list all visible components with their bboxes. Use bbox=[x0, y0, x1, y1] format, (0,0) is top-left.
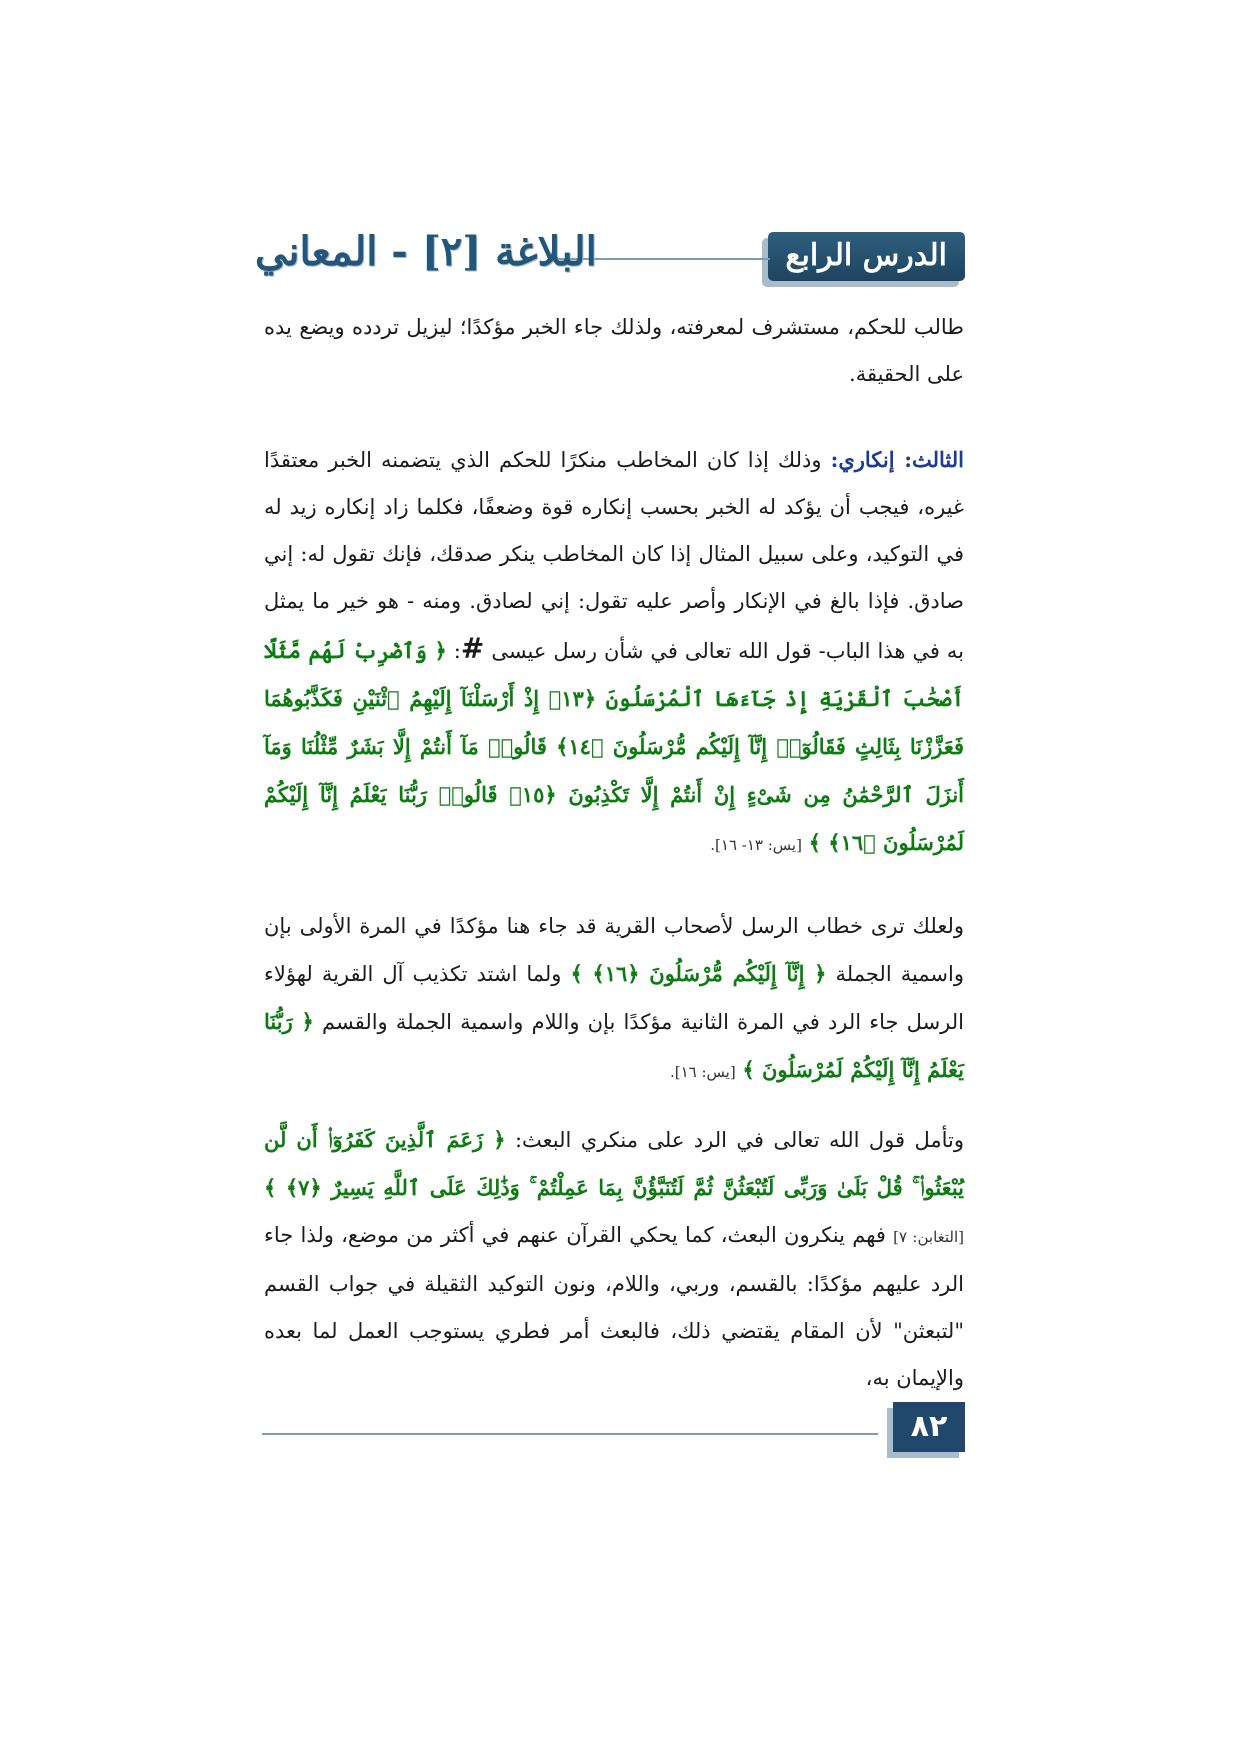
quran-verse: ﴿ زَعَمَ ٱلَّذِينَ كَفَرُوٓا۟ أَن لَّن يُبْعَثُوا۟ ۚ قُلْ بَلَىٰ وَرَبِّى لَتُبْعَثُنَّ ثُمَّ لَتُنَبَّؤُنَّ بِمَا عَمِلْتُمْ ۚ وَذَٰلِكَ عَلَى ٱللَّهِ يَسِيرٌ ﴿٧﴾ ﴾ bbox=[264, 1127, 964, 1200]
section-term: الثالث: إنكاري: bbox=[830, 447, 965, 472]
paragraph-2 bbox=[264, 436, 964, 869]
paragraph-4 bbox=[264, 1116, 964, 1402]
paragraph-spacer bbox=[264, 1096, 964, 1116]
paragraph-2-text: وذلك إذا كان المخاطب منكرًا للحكم الذي يتضمنه الخبر معتقدًا غيره، فيجب أن يؤكد له الخبر بحسب إنكاره قوة وضعفًا، فكلما زاد إنكاره زيد له في التوكيد، وعلى سبيل المثال إذا كان المخاطب ينكر صدقك، فإنك تقول له: إني صادق. فإذا بالغ في الإنكار وأصر عليه تقول: إني لصادق. ومنه - هو خير ما يمثل به في هذا الباب- قول الله تعالى في شأن رسل عيسى bbox=[264, 448, 965, 663]
book-title: البلاغة [٢] - المعاني bbox=[255, 228, 597, 275]
paragraph-3-text-b: ولما اشتد تكذيب آل القرية لهؤلاء الرسل جاء الرد في المرة الثانية مؤكدًا بإن واللام واسمية الجملة والقسم bbox=[264, 962, 964, 1034]
page-header bbox=[255, 228, 965, 290]
paragraph-4-text-b: فهم ينكرون البعث، كما يحكي القرآن عنهم في أكثر من موضع، ولذا جاء الرد عليهم مؤكدًا: بالقسم، وربي، واللام، ونون التوكيد الثقيلة في جواب القسم "لتبعثن" لأن المقام يقتضي ذلك، فالبعث أمر فطري يستوجب العمل لما بعده والإيمان به، bbox=[264, 1223, 964, 1390]
page-number: ٨٢ bbox=[893, 1402, 965, 1452]
paragraph-spacer bbox=[264, 869, 964, 903]
verse-reference: [يس: ١٦]. bbox=[669, 1063, 736, 1081]
page-body bbox=[264, 304, 964, 1402]
quran-verse: ﴿ وَٱضْرِبْ لَهُم مَّثَلًا أَصْحَٰبَ ٱلْقَرْيَةِ إِذْ جَآءَهَا ٱلْمُرْسَلُونَ ﴿١٣﴾ إِذْ أَرْسَلْنَآ إِلَيْهِمُ ٱثْنَيْنِ فَكَذَّبُوهُمَا فَعَزَّزْنَا بِثَالِثٍ فَقَالُوٓا۟ إِنَّآ إِلَيْكُم مُّرْسَلُونَ ﴿١٤﴾ قَالُوا۟ مَآ أَنتُمْ إِلَّا بَشَرٌ مِّثْلُنَا وَمَآ أَنزَلَ ٱلرَّحْمَٰنُ مِن شَىْءٍ إِنْ أَنتُمْ إِلَّا تَكْذِبُونَ ﴿١٥﴾ قَالُوا۟ رَبُّنَا يَعْلَمُ إِنَّآ إِلَيْكُمْ لَمُرْسَلُونَ ﴿١٦﴾ ﴾ bbox=[264, 638, 965, 855]
footer-divider bbox=[262, 1433, 878, 1435]
verse-reference: [التغابن: ٧] bbox=[893, 1228, 964, 1246]
honorific-symbol: # bbox=[460, 632, 485, 665]
paragraph-3-text-a: ولعلك ترى خطاب الرسل لأصحاب القرية قد جاء هنا مؤكدًا في المرة الأولى بإن واسمية الجملة bbox=[264, 914, 964, 986]
paragraph-3 bbox=[264, 903, 964, 1096]
paragraph-1: طالب للحكم، مستشرف لمعرفته، ولذلك جاء الخبر مؤكدًا؛ ليزيل تردده ويضع يده على الحقيقة. bbox=[264, 315, 964, 386]
paragraph-4-text-a: وتأمل قول الله تعالى في الرد على منكري البعث: bbox=[514, 1128, 964, 1152]
verse-reference: [يس: ١٣- ١٦]. bbox=[710, 836, 802, 854]
lesson-label: الدرس الرابع bbox=[768, 232, 965, 281]
paragraph-spacer bbox=[264, 398, 964, 436]
quran-verse: ﴿ إِنَّآ إِلَيْكُم مُّرْسَلُونَ ﴿١٦﴾ ﴾ bbox=[570, 961, 827, 986]
colon: : bbox=[453, 639, 461, 663]
quran-verse: ﴿ رَبُّنَا يَعْلَمُ إِنَّآ إِلَيْكُمْ لَمُرْسَلُونَ ﴾ bbox=[264, 1009, 964, 1082]
